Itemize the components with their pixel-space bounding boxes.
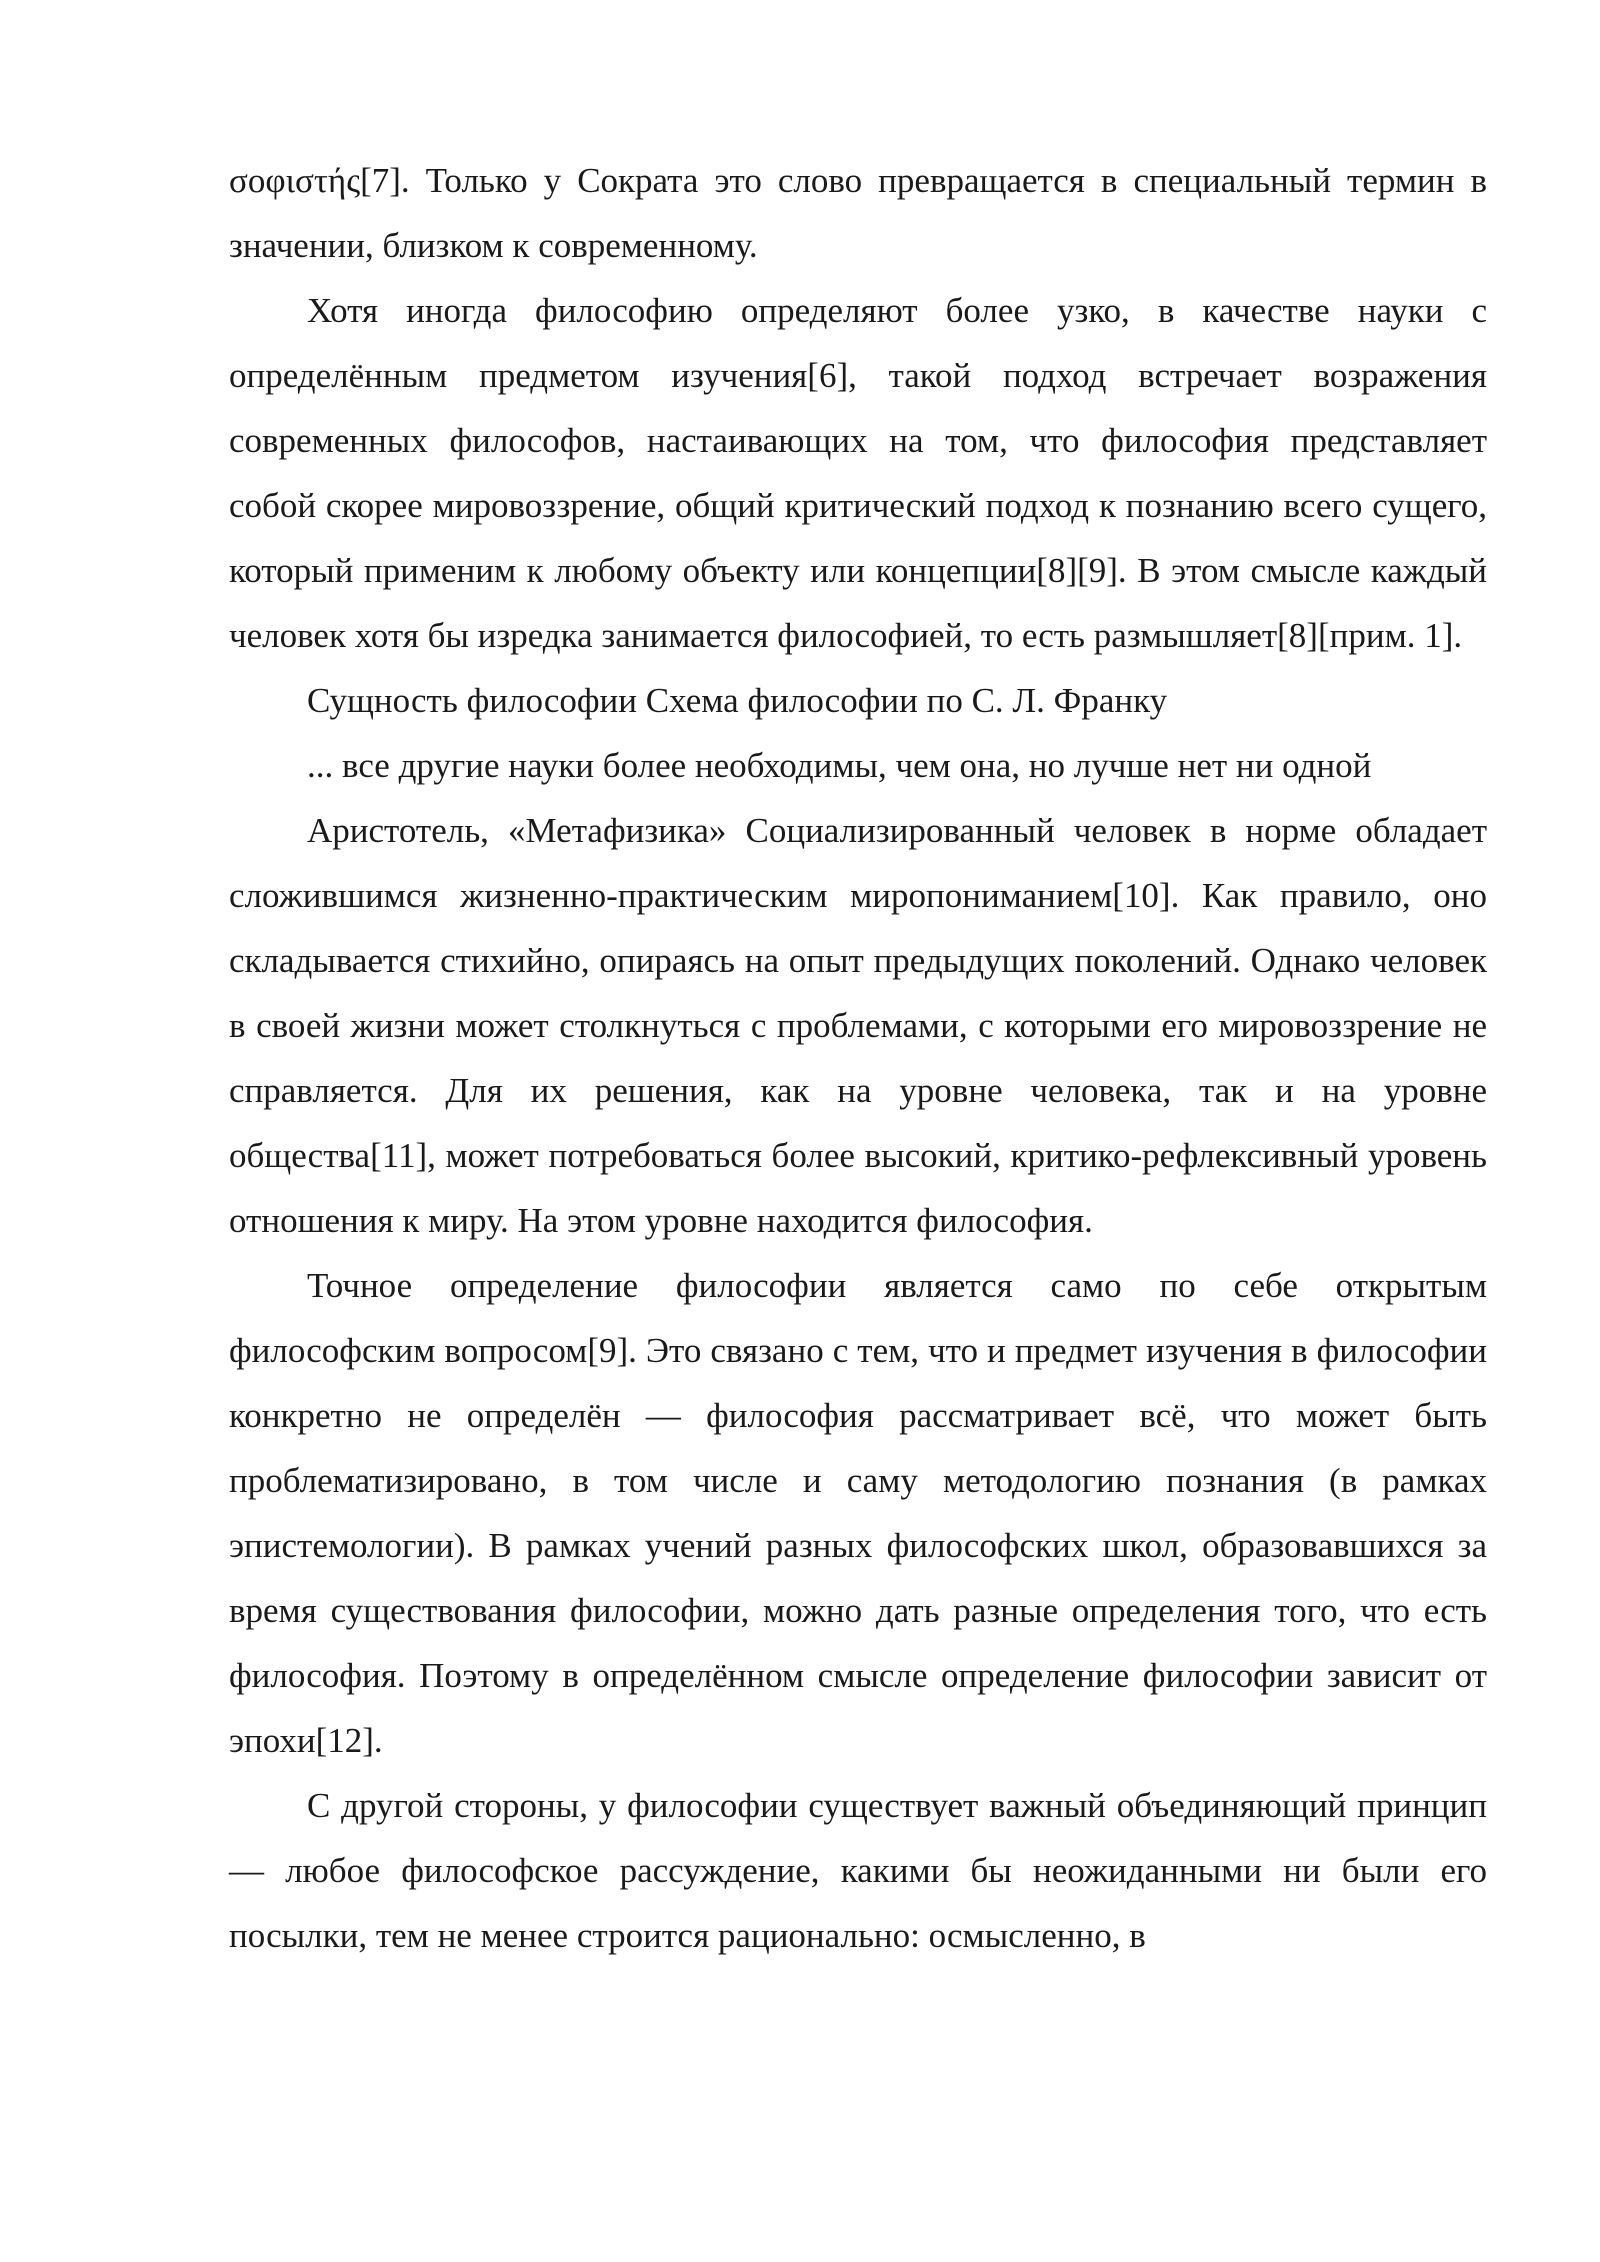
paragraph-sophist-term: σοφιστής[7]. Только у Сократа это слово превращается в специальный термин в значении, близком к современному. — [229, 161, 1487, 265]
paragraph-worldview: Аристотель, «Метафизика» Социализированный человек в норме обладает сложившимся жизненно-практическим миропониманием[10]. Как правило, оно складывается стихийно, опираясь на опыт предыдущих поколений. Однако человек в своей жизни может столкнуться с проблемами, с которыми его мировоззрение не справляется. Для их решения, как на уровне человека, так и на уровне общества[11], может потребоваться более высокий, критико-рефлексивный уровень отношения к миру. На этом уровне находится философия. — [229, 811, 1487, 1240]
paragraph-exact-definition: Точное определение философии является само по себе открытым философским вопросом[9]. Это связано с тем, что и предмет изучения в философии конкретно не определён — философия рассматривает всё, что может быть проблематизировано, в том числе и саму методологию познания (в рамках эпистемологии). В рамках учений разных философских школ, образовавшихся за время существования философии, можно дать разные определения того, что есть философия. Поэтому в определённом смысле определение философии зависит от эпохи[12]. — [229, 1266, 1487, 1760]
paragraph-unifying-principle: С другой стороны, у философии существует важный объединяющий принцип — любое философское рассуждение, какими бы неожиданными ни были его посылки, тем не менее строится рационально: осмысленно, в — [229, 1786, 1487, 1955]
document-body — [229, 148, 1487, 1968]
paragraph-narrow-definition: Хотя иногда философию определяют более узко, в качестве науки с определённым предметом изучения[6], такой подход встречает возражения современных философов, настаивающих на том, что философия представляет собой скорее мировоззрение, общий критический подход к познанию всего сущего, который применим к любому объекту или концепции[8][9]. В этом смысле каждый человек хотя бы изредка занимается философией, то есть размышляет[8][прим. 1]. — [229, 291, 1487, 655]
paragraph-quote: ... все другие науки более необходимы, чем она, но лучше нет ни одной — [307, 746, 1372, 785]
paragraph-essence-heading: Сущность философии Схема философии по С. Л. Франку — [307, 681, 1168, 720]
